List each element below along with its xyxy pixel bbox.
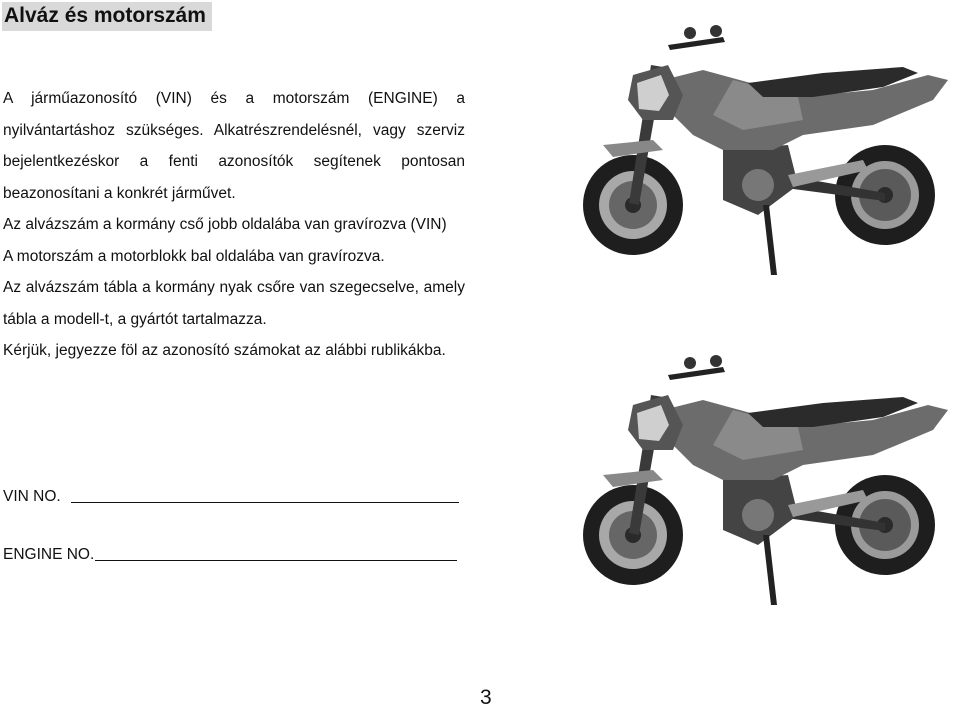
paragraph-engine-location: A motorszám a motorblokk bal oldalába van gravírozva. [3, 247, 385, 265]
vin-field [3, 488, 459, 506]
vin-label: VIN NO. [3, 488, 61, 505]
paragraph-instruction: Kérjük, jegyezze föl az azonosító számokat az alábbi rublikákba. [3, 342, 446, 359]
paragraph-intro: A járműazonosító (VIN) és a motorszám (ENGINE) a nyilvántartáshoz szükséges. Alkatrészrendelésnél, vagy szerviz bejelentkezéskor a fenti azonosítók segítenek pontosan beazonosítani a konkrét járművet. [3, 90, 465, 202]
paragraph-vin-plate: Az alvázszám tábla a kormány nyak csőre van szegecselve, amely tábla a modell-t, a gyártót tartalmazza. [3, 279, 465, 328]
motorcycle-drawing [583, 355, 948, 605]
motorcycle-image-top [573, 25, 953, 285]
page-number: 3 [480, 686, 492, 709]
paragraph-vin-location: Az alvázszám a kormány cső jobb oldalába van gravírozva (VIN) [3, 216, 447, 233]
engine-field [3, 546, 457, 564]
motorcycle-drawing [583, 25, 948, 275]
engine-label: ENGINE NO. [3, 546, 95, 563]
page-title: Alváz és motorszám [2, 2, 212, 31]
motorcycle-image-bottom [573, 355, 953, 615]
vin-entry-line[interactable] [71, 501, 459, 503]
engine-entry-line[interactable] [95, 559, 457, 561]
body-text [3, 83, 465, 367]
